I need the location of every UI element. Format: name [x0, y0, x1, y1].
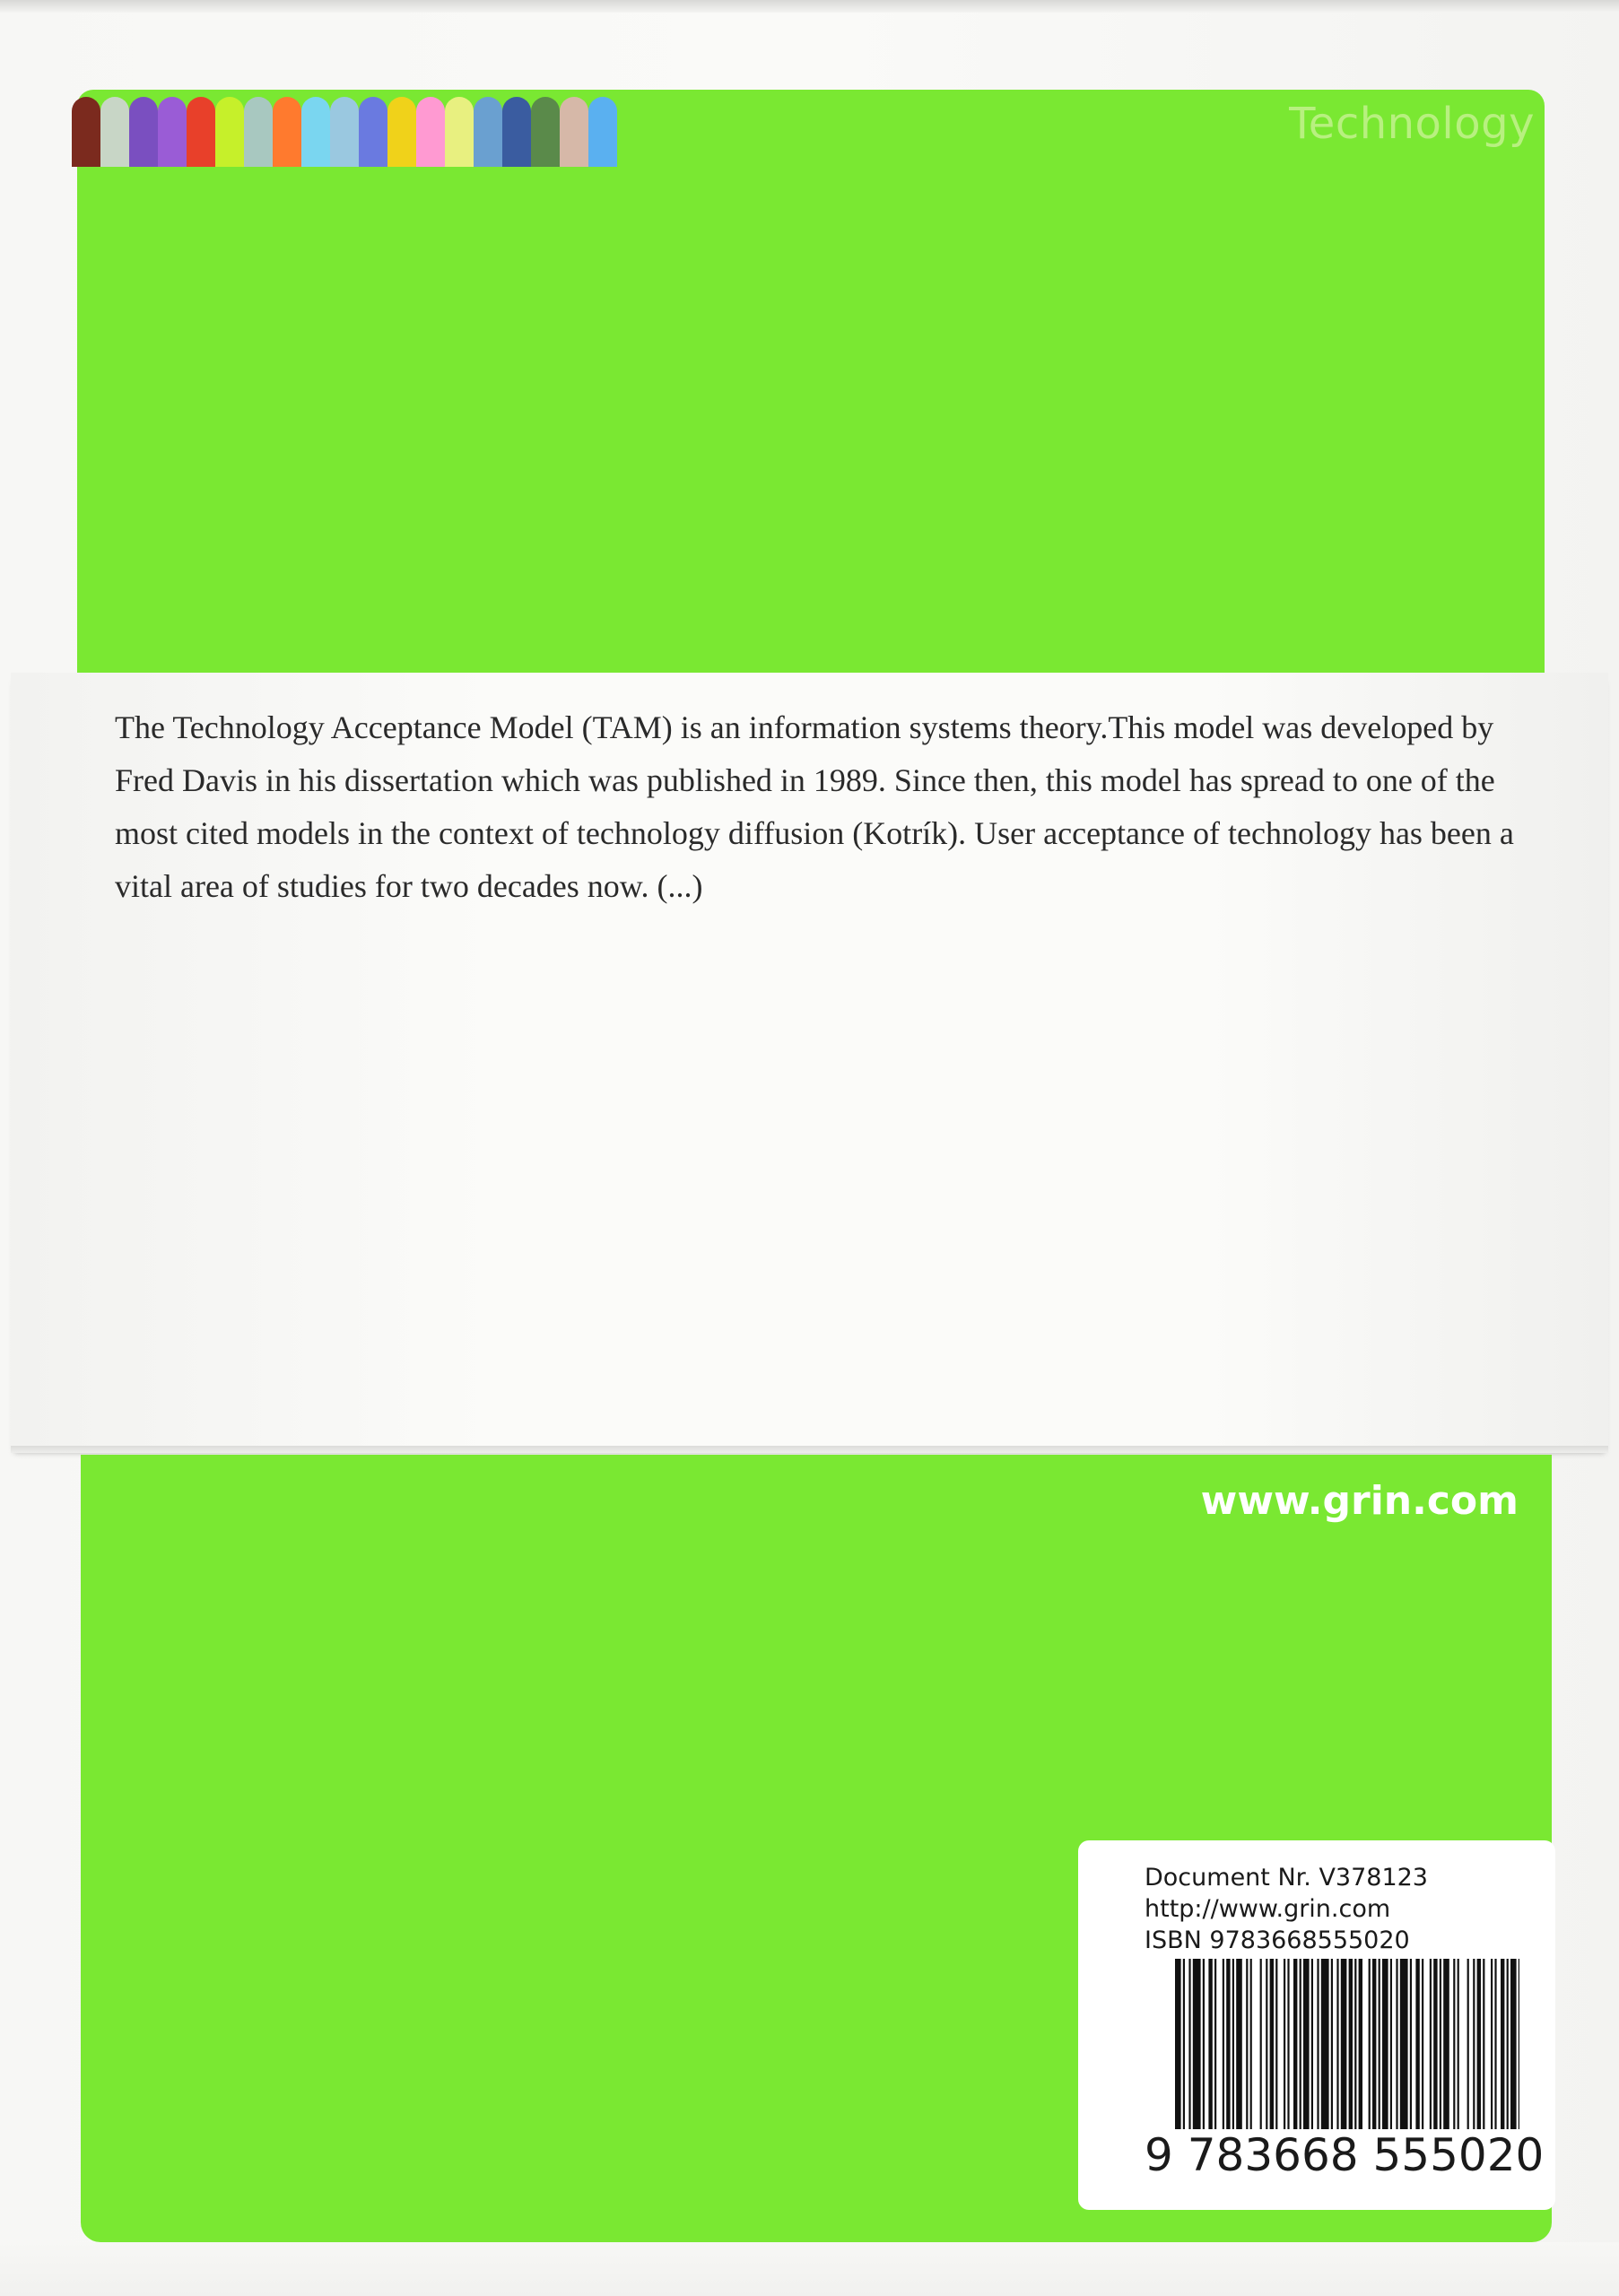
panel-edge: [11, 1446, 1608, 1453]
isbn-digit-prefix: 9: [1145, 2129, 1173, 2181]
color-stripe: [416, 97, 445, 167]
category-label: Technology: [1289, 99, 1535, 149]
isbn-digits-group-1: 783668: [1187, 2129, 1359, 2181]
green-top-panel: [77, 90, 1545, 673]
bottom-shadow: [0, 2242, 1619, 2296]
color-stripe: [129, 97, 158, 167]
color-stripe: [244, 97, 273, 167]
color-stripe: [158, 97, 187, 167]
color-stripe: [330, 97, 359, 167]
document-url: http://www.grin.com: [1145, 1895, 1391, 1923]
color-stripe: [531, 97, 560, 167]
cover-top-edge: [0, 0, 1619, 13]
color-stripe: [474, 97, 502, 167]
isbn-digits-group-2: 555020: [1372, 2129, 1545, 2181]
color-stripe: [560, 97, 588, 167]
website-label: www.grin.com: [1200, 1478, 1519, 1524]
isbn-digits: [1145, 2129, 1544, 2181]
document-number: Document Nr. V378123: [1145, 1864, 1428, 1892]
blurb-text: The Technology Acceptance Model (TAM) is an information systems theory.This model was developed by Fred Davis in his dissertation which was published in 1989. Since then, this model has spread to one of the most cited models in the context of technology diffusion (Kotrík). User acceptance of technology has been a vital area of studies for two decades now. (...): [115, 709, 1514, 904]
color-stripe: [301, 97, 330, 167]
color-stripe-bar: [72, 97, 617, 167]
color-stripe: [100, 97, 129, 167]
color-stripe: [588, 97, 617, 167]
color-stripe: [359, 97, 387, 167]
color-stripe: [187, 97, 215, 167]
color-stripe: [502, 97, 531, 167]
color-stripe: [387, 97, 416, 167]
isbn-text: ISBN 9783668555020: [1145, 1926, 1410, 1954]
color-stripe: [273, 97, 301, 167]
color-stripe: [72, 97, 100, 167]
color-stripe: [445, 97, 474, 167]
color-stripe: [215, 97, 244, 167]
document-info: [1145, 1862, 1428, 1956]
